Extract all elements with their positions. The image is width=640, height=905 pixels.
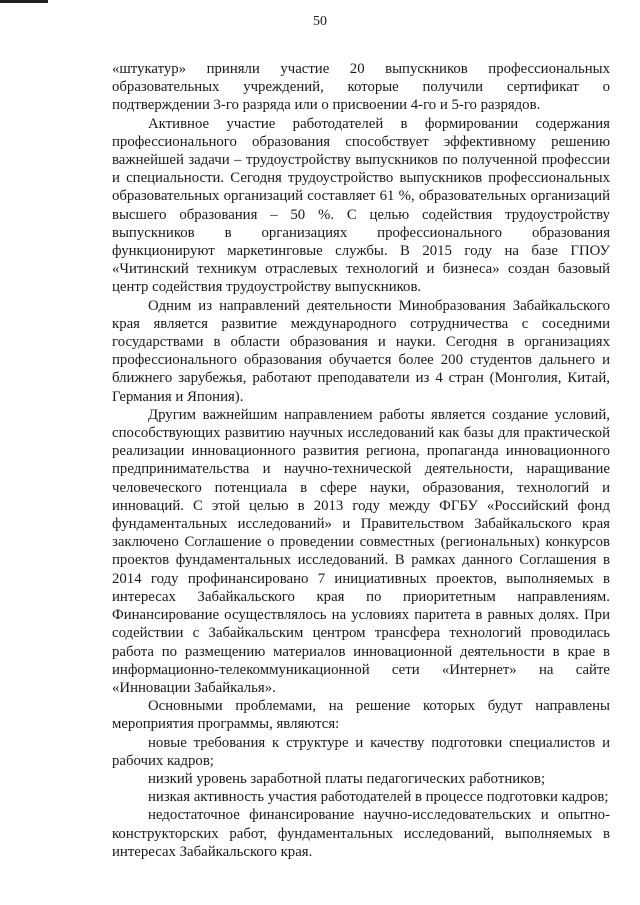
- document-body: [112, 60, 610, 861]
- paragraph-problems-intro: Основными проблемами, на решение которых будут направлены мероприятия программы, являются:: [112, 698, 610, 733]
- paragraph-research: Другим важнейшим направлением работы является создание условий, способствующих развитию научных исследований как базы для практической реализации инновационного развития региона, пропаганда инновационного предпринимательства и научно-технической деятельности, наращивание человеческого потенциала в сфере науки, образования, технологий и инноваций. С этой целью в 2013 году между ФГБУ «Российский фонд фундаментальных исследований» и Правительством Забайкальского края заключено Соглашение о проведении совместных (региональных) конкурсов проектов фундаментальных исследований. В рамках данного Соглашения в 2014 году профинансировано 7 инициативных проектов, выполняемых в интересах Забайкальского края по приоритетным направлениям. Финансирование осуществлялось на условиях паритета в равных долях. При содействии с Забайкальским центром трансфера технологий проводилась работа по размещению материалов инновационной деятельности в крае в информационно-телекоммуникационной сети «Интернет» на сайте «Инновации Забайкалья».: [112, 406, 610, 696]
- page-number: 50: [313, 14, 327, 29]
- list-item-requirements: новые требования к структуре и качеству подготовки специалистов и рабочих кадров;: [112, 734, 610, 769]
- list-item-funding: недостаточное финансирование научно-исследовательских и опытно-конструкторских работ, фундаментальных исследований, выполняемых в интересах Забайкальского края.: [112, 807, 610, 860]
- scan-edge-mark: [0, 0, 48, 3]
- paragraph-continuation: «штукатур» приняли участие 20 выпускников профессиональных образовательных учреждений, которые получили сертификат о подтверждении 3-го разряда или о присвоении 4-го и 5-го разрядов.: [112, 61, 610, 114]
- paragraph-international: Одним из направлений деятельности Минобразования Забайкальского края является развитие международного сотрудничества с соседними государствами в области образования и науки. Сегодня в организациях профессионального образования обучается более 200 студентов дальнего и ближнего зарубежья, работают преподаватели из 4 стран (Монголия, Китай, Германия и Япония).: [112, 297, 610, 405]
- list-item-salary: низкий уровень заработной платы педагогических работников;: [148, 770, 546, 787]
- paragraph-employers: Активное участие работодателей в формировании содержания профессионального образования способствует эффективному решению важнейшей задачи – трудоустройству выпускников по полученной профессии и специальности. Сегодня трудоустройство выпускников профессиональных образовательных организаций составляет 61 %, образовательных организаций высшего образования – 50 %. С целью содействия трудоустройству выпускников в организациях профессионального образования функционируют маркетинговые службы. В 2015 году на базе ГПОУ «Читинский техникум отраслевых технологий и бизнеса» создан базовый центр содействия трудоустройству выпускников.: [112, 115, 610, 296]
- list-item-employer-activity: низкая активность участия работодателей в процессе подготовки кадров;: [148, 789, 609, 806]
